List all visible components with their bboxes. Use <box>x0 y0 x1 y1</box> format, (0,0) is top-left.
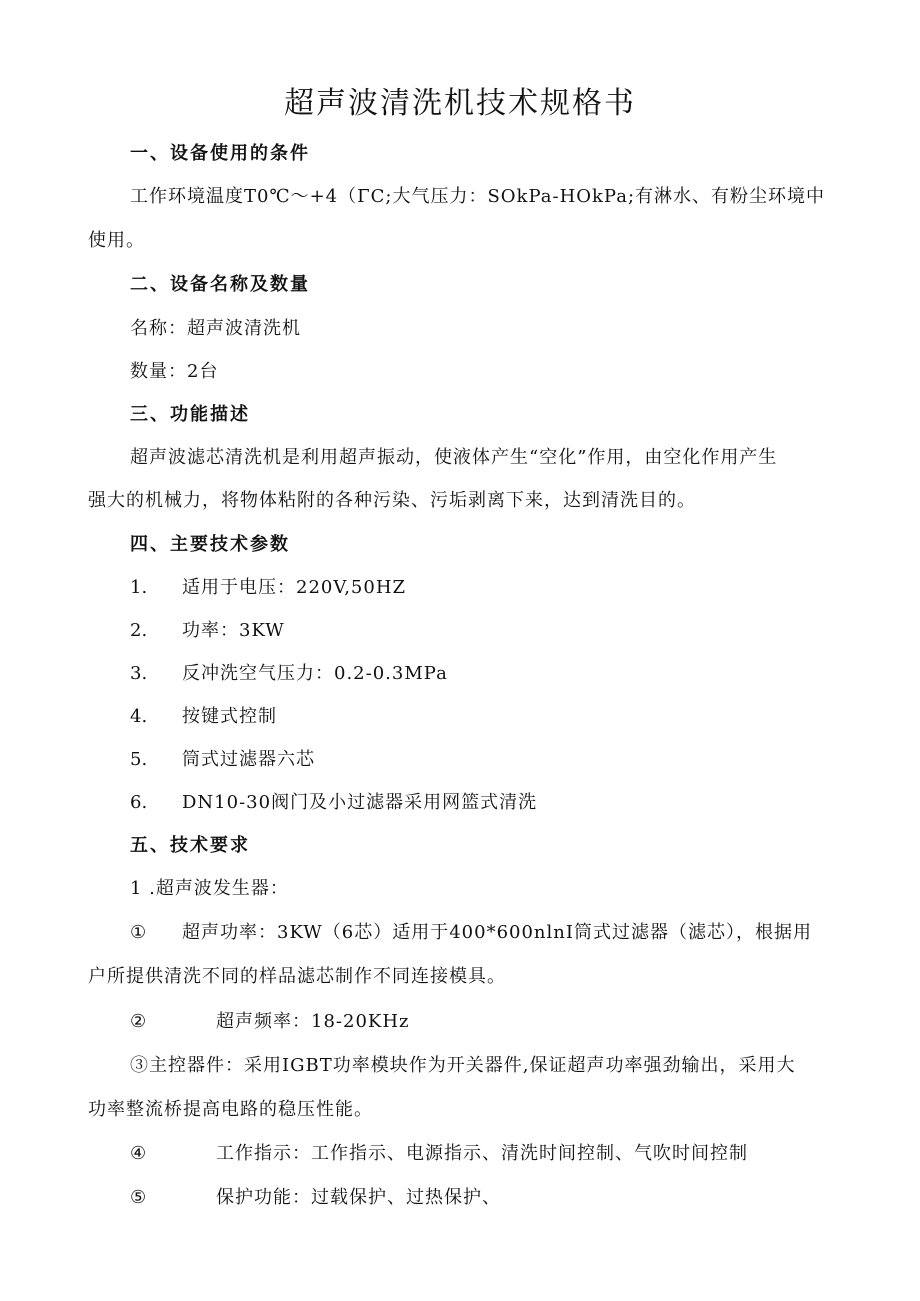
circled-number-5: ⑤ <box>130 1187 147 1208</box>
param-text: DN10-30阀门及小过滤器采用网篮式清洗 <box>182 792 538 813</box>
work-indication-line: 工作指示：工作指示、电源指示、清洗时间控制、气吹时间控制 <box>216 1143 748 1164</box>
param-text: 适用于电压：220V,50HZ <box>182 577 407 598</box>
circled-number-4: ④ <box>130 1143 147 1164</box>
param-text: 筒式过滤器六芯 <box>182 749 315 770</box>
param-number: 5. <box>130 749 148 770</box>
section-2-heading: 二、设备名称及数量 <box>130 274 310 295</box>
section-1-paragraph-line-1: 工作环境温度T0℃～+4（ΓC;大气压力：SOkPa-HOkPa;有淋水、有粉尘环境中 <box>130 186 826 207</box>
main-control-line-2: 功率整流桥提高电路的稳压性能。 <box>88 1099 373 1120</box>
section-1-heading: 一、设备使用的条件 <box>130 143 310 164</box>
main-control-line-1: ③主控器件：采用IGBT功率模块作为开关器件,保证超声功率强劲输出，采用大 <box>130 1055 796 1076</box>
document-title: 超声波清洗机技术规格书 <box>284 86 636 121</box>
protection-function-line: 保护功能：过载保护、过热保护、 <box>216 1187 501 1208</box>
section-4-heading: 四、主要技术参数 <box>130 534 290 555</box>
param-text: 反冲洗空气压力：0.2-0.3MPa <box>182 663 448 684</box>
param-number: 4. <box>130 706 148 727</box>
param-number: 6. <box>130 792 148 813</box>
circled-number-1: ① <box>130 922 147 943</box>
param-text: 按键式控制 <box>182 706 277 727</box>
param-text: 功率：3KW <box>182 620 285 641</box>
ultrasonic-power-line-2: 户所提供清洗不同的样品滤芯制作不同连接模具。 <box>88 966 506 987</box>
equipment-name-line: 名称：超声波清洗机 <box>130 318 301 339</box>
ultrasonic-power-line-1: 超声功率：3KW（6芯）适用于400*600nlnI筒式过滤器（滤芯），根据用 <box>182 922 812 943</box>
param-number: 3. <box>130 663 148 684</box>
section-1-paragraph-line-2: 使用。 <box>88 230 145 251</box>
circled-number-2: ② <box>130 1011 147 1032</box>
section-3-heading: 三、功能描述 <box>130 404 250 425</box>
section-3-paragraph-line-1: 超声波滤芯清洗机是利用超声振动，使液体产生“空化”作用，由空化作用产生 <box>130 447 778 468</box>
section-5-heading: 五、技术要求 <box>130 835 250 856</box>
equipment-quantity-line: 数量：2台 <box>130 361 219 382</box>
section-3-paragraph-line-2: 强大的机械力，将物体粘附的各种污染、污垢剥离下来，达到清洗目的。 <box>88 490 696 511</box>
ultrasonic-frequency-line: 超声频率：18-20KHz <box>216 1011 410 1032</box>
param-number: 1. <box>130 577 148 598</box>
ultrasonic-generator-subheading: 1 .超声波发生器： <box>130 878 289 899</box>
param-number: 2. <box>130 620 148 641</box>
